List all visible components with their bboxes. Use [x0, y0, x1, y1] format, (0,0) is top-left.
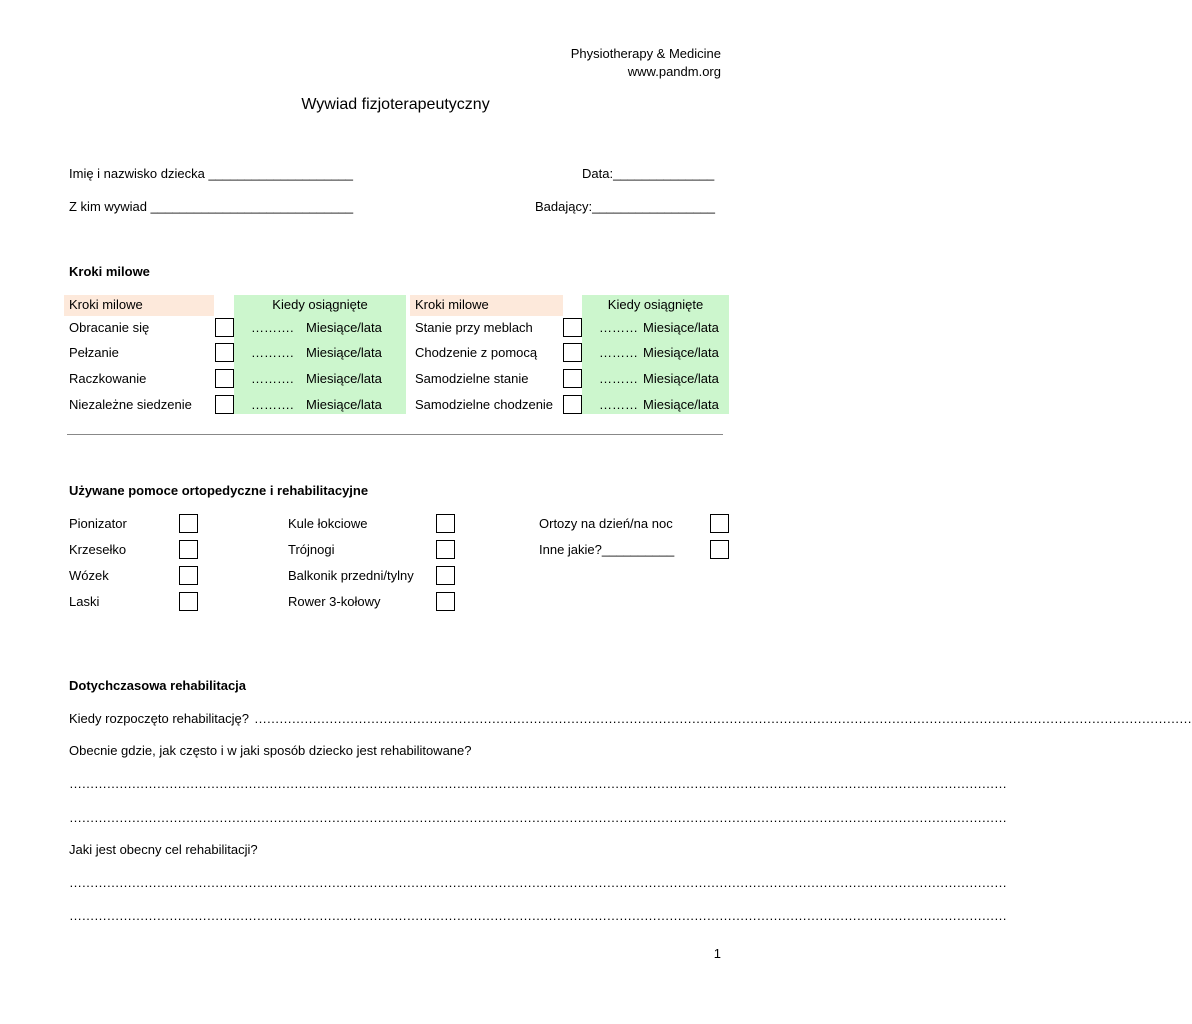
milestone-unit: Miesiące/lata: [643, 320, 719, 335]
milestone-dots[interactable]: ……….: [251, 320, 294, 335]
aid-item: Wózek: [69, 568, 109, 583]
rehab-answer-line[interactable]: ………………………………………………………………………………………………………………………………………………………………………………………………………: [69, 875, 1007, 890]
rehab-question-current: Obecnie gdzie, jak często i w jaki sposób dziecko jest rehabilitowane?: [69, 743, 472, 758]
aid-checkbox[interactable]: [710, 540, 729, 559]
rehab-question-start: Kiedy rozpoczęto rehabilitację?: [69, 711, 249, 726]
aid-item: Laski: [69, 594, 100, 609]
milestone-dots[interactable]: ……….: [251, 345, 294, 360]
milestone-unit: Miesiące/lata: [643, 345, 719, 360]
milestone-unit: Miesiące/lata: [306, 371, 382, 386]
milestone-dots[interactable]: ……….: [251, 371, 294, 386]
milestone-item: Samodzielne stanie: [415, 371, 529, 386]
rehab-answer-start[interactable]: ………………………………………………………………………………………………………………………………………………………………………………………………………: [254, 711, 1192, 726]
aid-item: Krzesełko: [69, 542, 127, 557]
aids-heading: Używane pomoce ortopedyczne i rehabilitacyjne: [69, 483, 369, 498]
milestone-unit: Miesiące/lata: [306, 320, 382, 335]
milestone-item: Raczkowanie: [69, 371, 147, 386]
col-achieved-right: Kiedy osiągnięte: [607, 297, 704, 312]
aid-checkbox[interactable]: [179, 566, 198, 585]
aid-item: Trójnogi: [288, 542, 335, 557]
org-name: Physiotherapy & Medicine: [570, 46, 721, 61]
milestone-item: Samodzielne chodzenie: [415, 397, 554, 412]
milestone-item: Niezależne siedzenie: [69, 397, 192, 412]
section-divider: [67, 434, 723, 435]
rehab-heading: Dotychczasowa rehabilitacja: [69, 678, 247, 693]
page-title: Wywiad fizjoterapeutyczny: [301, 96, 490, 113]
milestone-checkbox[interactable]: [563, 369, 582, 388]
milestone-dots[interactable]: ………: [599, 371, 638, 386]
aid-item: Ortozy na dzień/na noc: [539, 516, 673, 531]
milestone-unit: Miesiące/lata: [643, 397, 719, 412]
rehab-answer-line[interactable]: ………………………………………………………………………………………………………………………………………………………………………………………………………: [69, 810, 1007, 825]
milestone-unit: Miesiące/lata: [643, 371, 719, 386]
milestone-item: Stanie przy meblach: [415, 320, 533, 335]
milestone-dots[interactable]: ………: [599, 397, 638, 412]
examiner-field[interactable]: Badający:_________________: [535, 199, 716, 214]
interviewee-field[interactable]: Z kim wywiad ____________________________: [69, 199, 354, 214]
milestone-checkbox[interactable]: [215, 343, 234, 362]
aid-item: Kule łokciowe: [288, 516, 368, 531]
aid-item: Pionizator: [69, 516, 127, 531]
aid-checkbox[interactable]: [436, 566, 455, 585]
col-achieved-left: Kiedy osiągnięte: [272, 297, 368, 312]
date-field[interactable]: Data:______________: [582, 166, 715, 181]
milestones-heading: Kroki milowe: [69, 264, 150, 279]
col-milestone-left: Kroki milowe: [69, 297, 143, 312]
col-milestone-right: Kroki milowe: [415, 297, 489, 312]
aid-other-field[interactable]: Inne jakie?__________: [539, 542, 675, 557]
aid-item: Balkonik przedni/tylny: [288, 568, 414, 583]
org-website: www.pandm.org: [627, 64, 721, 79]
aid-checkbox[interactable]: [179, 592, 198, 611]
milestone-checkbox[interactable]: [563, 395, 582, 414]
milestone-checkbox[interactable]: [215, 395, 234, 414]
aid-checkbox[interactable]: [436, 540, 455, 559]
aid-item: Rower 3-kołowy: [288, 594, 381, 609]
aid-checkbox[interactable]: [179, 514, 198, 533]
aid-checkbox[interactable]: [436, 592, 455, 611]
aid-checkbox[interactable]: [436, 514, 455, 533]
milestone-checkbox[interactable]: [563, 318, 582, 337]
rehab-answer-line[interactable]: ………………………………………………………………………………………………………………………………………………………………………………………………………: [69, 908, 1007, 923]
page-number: 1: [713, 946, 721, 961]
child-name-field[interactable]: Imię i nazwisko dziecka ____________________: [69, 166, 354, 181]
milestone-dots[interactable]: ……….: [251, 397, 294, 412]
milestone-unit: Miesiące/lata: [306, 345, 382, 360]
rehab-answer-line[interactable]: ………………………………………………………………………………………………………………………………………………………………………………………………………: [69, 776, 1007, 791]
milestone-item: Obracanie się: [69, 320, 150, 335]
milestone-dots[interactable]: ………: [599, 320, 638, 335]
milestone-checkbox[interactable]: [563, 343, 582, 362]
rehab-question-goal: Jaki jest obecny cel rehabilitacji?: [69, 842, 258, 857]
milestone-item: Pełzanie: [69, 345, 119, 360]
milestone-dots[interactable]: ………: [599, 345, 638, 360]
milestone-checkbox[interactable]: [215, 369, 234, 388]
milestone-unit: Miesiące/lata: [306, 397, 382, 412]
aid-checkbox[interactable]: [710, 514, 729, 533]
milestone-checkbox[interactable]: [215, 318, 234, 337]
milestone-item: Chodzenie z pomocą: [415, 345, 538, 360]
aid-checkbox[interactable]: [179, 540, 198, 559]
